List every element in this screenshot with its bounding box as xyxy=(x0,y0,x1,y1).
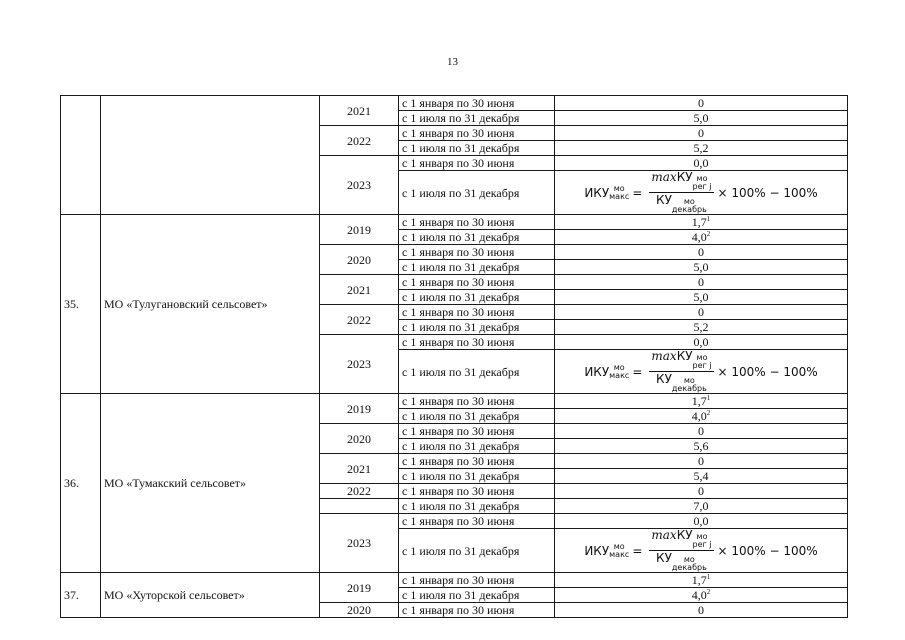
period-cell: с 1 июля по 31 декабря xyxy=(399,350,555,394)
value-cell: 5,2 xyxy=(555,320,848,335)
year-cell: 2020 xyxy=(320,245,399,275)
value-cell: 7,0 xyxy=(555,499,848,514)
value-cell: 0 xyxy=(555,305,848,320)
year-cell: 2020 xyxy=(320,424,399,454)
value-cell: 0 xyxy=(555,126,848,141)
page-number: 13 xyxy=(447,56,458,68)
tariff-table xyxy=(60,95,848,618)
period-cell: с 1 января по 30 июня xyxy=(399,96,555,111)
value-cell: $1,7^1$ xyxy=(555,573,848,588)
value-cell: $1,7^1$ xyxy=(555,215,848,230)
period-cell: с 1 июля по 31 декабря xyxy=(399,469,555,484)
value-cell: $4,0^2$ xyxy=(555,588,848,603)
period-cell: с 1 января по 30 июня xyxy=(399,514,555,529)
period-cell: с 1 января по 30 июня xyxy=(399,126,555,141)
year-cell: 2019 xyxy=(320,215,399,245)
value-cell: 5,0 xyxy=(555,260,848,275)
period-cell: с 1 января по 30 июня xyxy=(399,394,555,409)
year-cell: 2021 xyxy=(320,96,399,126)
period-cell: с 1 июля по 31 декабря xyxy=(399,439,555,454)
period-cell: с 1 июля по 31 декабря xyxy=(399,499,555,514)
formula-cell xyxy=(555,350,848,394)
iku-formula: ИКУ мо макс = maxКУ мо рег j КУ мо декабрь × 100% − 100% xyxy=(584,349,818,393)
year-cell: 2020 xyxy=(320,603,399,618)
value-cell: $4,0^2$ xyxy=(555,230,848,245)
period-cell: с 1 июля по 31 декабря xyxy=(399,141,555,156)
period-cell: с 1 января по 30 июня xyxy=(399,573,555,588)
period-cell: с 1 января по 30 июня xyxy=(399,454,555,469)
year-cell: 2022 xyxy=(320,305,399,335)
value-cell: 5,0 xyxy=(555,290,848,305)
year-cell: 2019 xyxy=(320,394,399,424)
value-cell: 0,0 xyxy=(555,514,848,529)
period-cell: с 1 июля по 31 декабря xyxy=(399,529,555,573)
value-cell: 5,0 xyxy=(555,111,848,126)
value-cell: 0 xyxy=(555,603,848,618)
period-cell: с 1 января по 30 июня xyxy=(399,215,555,230)
value-cell: 0 xyxy=(555,275,848,290)
year-cell: 2023 xyxy=(320,335,399,394)
period-cell: с 1 января по 30 июня xyxy=(399,335,555,350)
value-cell: 0 xyxy=(555,454,848,469)
period-cell: с 1 июля по 31 декабря xyxy=(399,290,555,305)
value-cell: 0,0 xyxy=(555,335,848,350)
period-cell: с 1 января по 30 июня xyxy=(399,245,555,260)
period-cell: с 1 января по 30 июня xyxy=(399,484,555,499)
value-cell: 0 xyxy=(555,484,848,499)
row-number: 37. xyxy=(61,573,101,618)
table-row xyxy=(61,573,848,588)
period-cell: с 1 июля по 31 декабря xyxy=(399,409,555,424)
year-cell: 2019 xyxy=(320,573,399,603)
period-cell: с 1 января по 30 июня xyxy=(399,156,555,171)
period-cell: с 1 января по 30 июня xyxy=(399,275,555,290)
value-cell: 0 xyxy=(555,424,848,439)
period-cell: с 1 июля по 31 декабря xyxy=(399,111,555,126)
value-cell: 5,2 xyxy=(555,141,848,156)
period-cell: с 1 июля по 31 декабря xyxy=(399,588,555,603)
year-cell: 2021 xyxy=(320,454,399,484)
iku-formula: ИКУ мо макс = maxКУ мо рег j КУ мо декабрь × 100% − 100% xyxy=(584,528,818,572)
row-number: 36. xyxy=(61,394,101,573)
period-cell: с 1 июля по 31 декабря xyxy=(399,230,555,245)
year-cell: 2022 xyxy=(320,484,399,499)
table-row xyxy=(61,215,848,230)
value-cell: 0,0 xyxy=(555,156,848,171)
period-cell: с 1 января по 30 июня xyxy=(399,603,555,618)
value-cell: 0 xyxy=(555,96,848,111)
year-cell: 2023 xyxy=(320,514,399,573)
formula-cell xyxy=(555,529,848,573)
period-cell: с 1 июля по 31 декабря xyxy=(399,320,555,335)
table-row xyxy=(61,394,848,409)
period-cell: с 1 января по 30 июня xyxy=(399,305,555,320)
year-cell xyxy=(320,499,399,514)
value-cell: $4,0^2$ xyxy=(555,409,848,424)
value-cell: 5,4 xyxy=(555,469,848,484)
iku-formula: ИКУ мо макс = maxКУ мо рег j КУ мо декабрь × 100% − 100% xyxy=(584,170,818,214)
municipality-name xyxy=(101,96,320,215)
value-cell: 5,6 xyxy=(555,439,848,454)
table-row xyxy=(61,96,848,111)
year-cell: 2022 xyxy=(320,126,399,156)
period-cell: с 1 января по 30 июня xyxy=(399,424,555,439)
row-number: 35. xyxy=(61,215,101,394)
year-cell: 2023 xyxy=(320,156,399,215)
municipality-name: МО «Хуторской сельсовет» xyxy=(101,573,320,618)
period-cell: с 1 июля по 31 декабря xyxy=(399,260,555,275)
value-cell: $1,7^1$ xyxy=(555,394,848,409)
value-cell: 0 xyxy=(555,245,848,260)
year-cell: 2021 xyxy=(320,275,399,305)
formula-cell xyxy=(555,171,848,215)
municipality-name: МО «Тумакский сельсовет» xyxy=(101,394,320,573)
row-number xyxy=(61,96,101,215)
period-cell: с 1 июля по 31 декабря xyxy=(399,171,555,215)
municipality-name: МО «Тулугановский сельсовет» xyxy=(101,215,320,394)
